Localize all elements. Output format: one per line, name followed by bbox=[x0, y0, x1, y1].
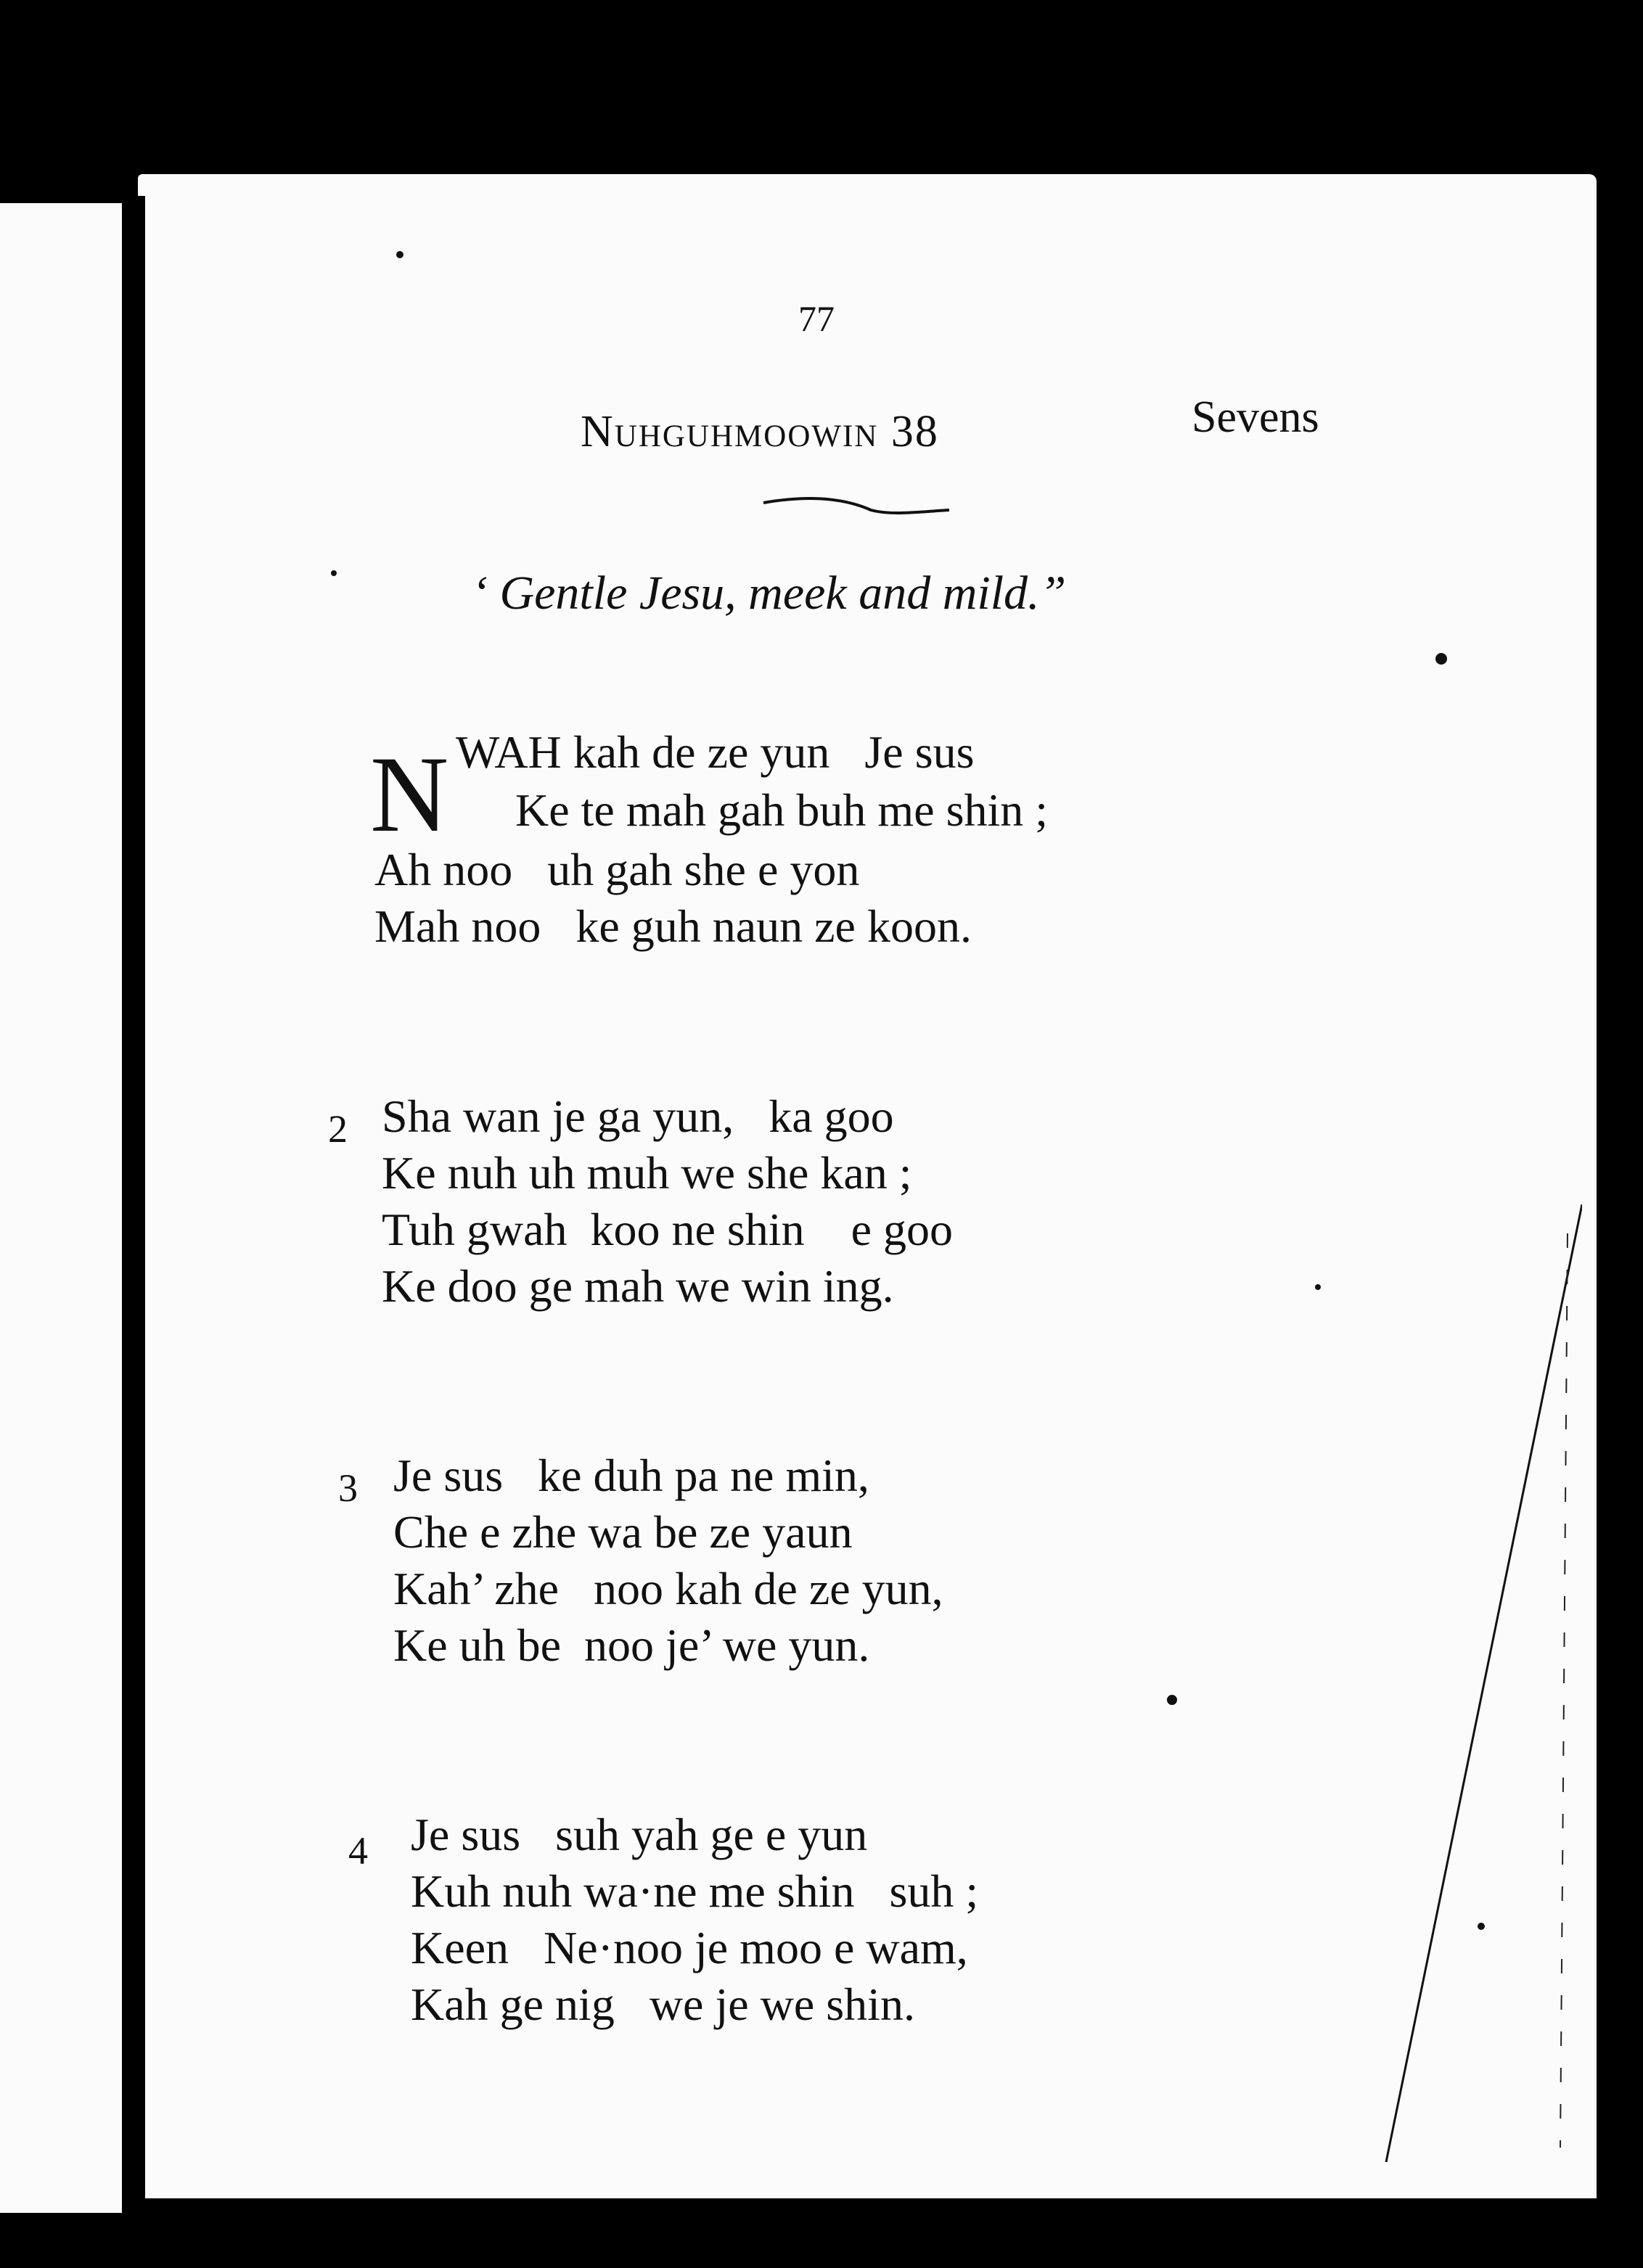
verse-2 bbox=[382, 1088, 953, 1315]
verse-number-3: 3 bbox=[338, 1466, 358, 1510]
verse1-line4: Mah noo ke guh naun ze koon. bbox=[374, 900, 972, 952]
ink-speck bbox=[396, 251, 403, 258]
verse3-line3: Kah’ zhe noo kah de ze yun, bbox=[393, 1563, 943, 1614]
book-spine-shadow bbox=[122, 196, 145, 2213]
margin-pencil-line bbox=[1379, 1204, 1582, 2162]
ink-speck bbox=[1435, 653, 1447, 665]
verse4-line1: Je sus suh yah ge e yun bbox=[411, 1809, 868, 1860]
verse1-line3: Ah noo uh gah she e yon bbox=[374, 844, 860, 895]
ink-speck bbox=[1315, 1284, 1321, 1290]
verse2-line4: Ke doo ge mah we win ing. bbox=[382, 1260, 894, 1312]
verse2-line3: Tuh gwah koo ne shin e goo bbox=[382, 1204, 953, 1255]
hymn-meter: Sevens bbox=[1192, 393, 1319, 442]
verse4-line4: Kah ge nig we je we shin. bbox=[411, 1979, 915, 2030]
ink-speck bbox=[331, 570, 337, 576]
verse4-line3: Keen Ne·noo je moo e wam, bbox=[411, 1922, 968, 1973]
verse3-line1: Je sus ke duh pa ne min, bbox=[393, 1450, 869, 1501]
verse-number-2: 2 bbox=[328, 1107, 348, 1151]
ink-speck bbox=[1167, 1695, 1177, 1705]
verse-1 bbox=[374, 842, 972, 955]
verse1-line2: Ke te mah gah buh me shin ; bbox=[515, 784, 1049, 836]
verse-4 bbox=[411, 1807, 978, 2033]
verse-3 bbox=[393, 1447, 943, 1674]
verse1-line1: WAH kah de ze yun Je sus bbox=[456, 726, 975, 778]
verse3-line2: Che e zhe wa be ze yaun bbox=[393, 1506, 853, 1558]
verse2-line1: Sha wan je ga yun, ka goo bbox=[382, 1090, 894, 1142]
facing-page-edge bbox=[0, 203, 123, 2213]
verse-number-4: 4 bbox=[348, 1829, 368, 1873]
verse3-line4: Ke uh be noo je’ we yun. bbox=[393, 1619, 870, 1671]
hymn-title: Nuhguhmoowin 38 bbox=[581, 407, 939, 456]
epigraph: ‘ Gentle Jesu, meek and mild.” bbox=[472, 567, 1067, 620]
verse2-line2: Ke nuh uh muh we she kan ; bbox=[382, 1147, 912, 1199]
verse4-line2: Kuh nuh wa·ne me shin suh ; bbox=[411, 1865, 979, 1917]
drop-cap: N bbox=[370, 734, 449, 855]
title-ornament bbox=[762, 490, 951, 519]
page-number: 77 bbox=[798, 298, 835, 339]
